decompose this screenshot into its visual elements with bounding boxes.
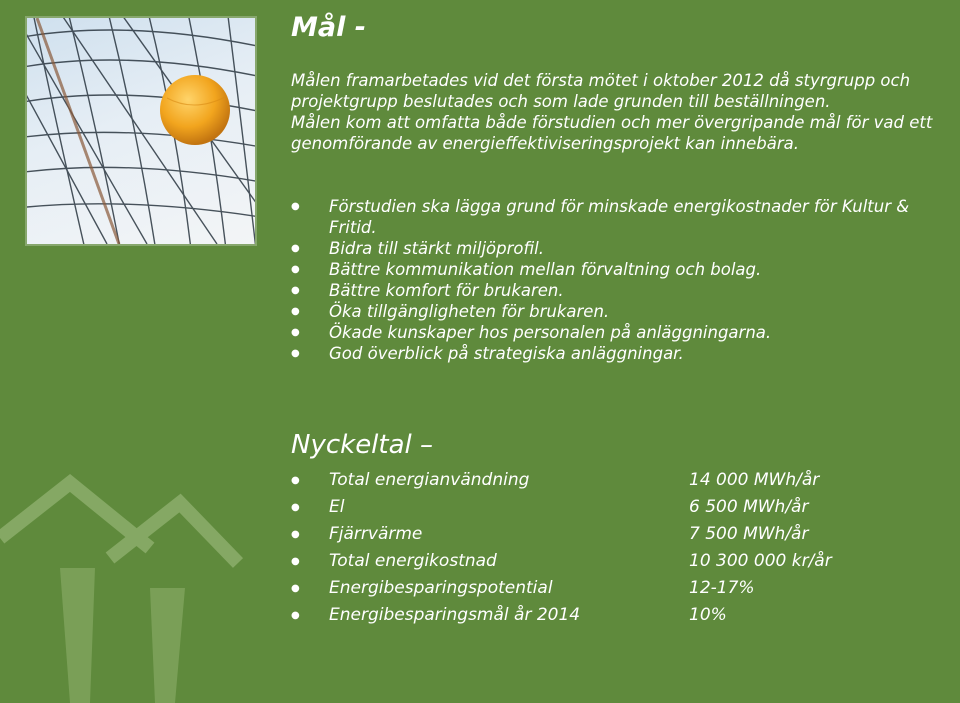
kpi-list (291, 467, 931, 629)
bullet-icon: ● (291, 610, 300, 621)
kpi-label: Fjärrvärme (329, 524, 423, 544)
list-item (291, 301, 960, 322)
ball-in-net-photo (27, 18, 255, 244)
bullet-icon: ● (291, 306, 300, 317)
intro-paragraph: Målen kom att omfatta både förstudien och mer övergripande mål för vad ett genomförande av energieffektiviseringsprojekt kan innebära. (291, 113, 933, 153)
intro-paragraph: Målen framarbetades vid det första mötet i oktober 2012 då styrgrupp och projektgrupp beslutades och som lade grunden till beställningen. (291, 71, 911, 111)
bullet-icon: ● (291, 502, 300, 513)
kpi-row (291, 494, 931, 521)
bullet-icon: ● (291, 264, 300, 275)
bullet-icon: ● (291, 556, 300, 567)
net-illustration (27, 18, 255, 244)
kpi-row (291, 521, 931, 548)
bullet-icon: ● (291, 327, 300, 338)
goal-text: Öka tillgängligheten för brukaren. (329, 302, 610, 321)
kpi-value: 12-17% (689, 578, 755, 598)
goals-list (291, 196, 960, 364)
goal-text: Bidra till stärkt miljöprofil. (329, 239, 544, 258)
bullet-icon: ● (291, 348, 300, 359)
bullet-icon: ● (291, 475, 300, 486)
goal-text: Förstudien ska lägga grund för minskade energikostnader för Kultur & Fritid. (329, 197, 910, 237)
bullet-icon: ● (291, 285, 300, 296)
bullet-icon: ● (291, 583, 300, 594)
list-item (291, 343, 960, 364)
kpi-value: 10 300 000 kr/år (689, 551, 832, 571)
goal-text: Bättre kommunikation mellan förvaltning och bolag. (329, 260, 762, 279)
bullet-icon: ● (291, 529, 300, 540)
kpi-row (291, 548, 931, 575)
page-title: Mål - (291, 12, 366, 43)
list-item (291, 322, 960, 343)
arrow-decoration-icon (0, 468, 245, 703)
kpi-row (291, 467, 931, 494)
kpi-label: Energibesparingsmål år 2014 (329, 605, 581, 625)
kpi-label: El (329, 497, 345, 517)
kpi-label: Energibesparingspotential (329, 578, 553, 598)
intro-text (291, 70, 959, 154)
kpi-label: Total energikostnad (329, 551, 497, 571)
list-item (291, 238, 960, 259)
goal-text: God överblick på strategiska anläggningar. (329, 344, 684, 363)
goal-text: Ökade kunskaper hos personalen på anläggningarna. (329, 323, 772, 342)
kpi-row (291, 575, 931, 602)
kpi-value: 10% (689, 605, 727, 625)
bullet-icon: ● (291, 243, 300, 254)
bullet-icon: ● (291, 201, 300, 212)
list-item (291, 259, 960, 280)
kpi-value: 7 500 MWh/år (689, 524, 809, 544)
kpi-label: Total energianvändning (329, 470, 530, 490)
goal-text: Bättre komfort för brukaren. (329, 281, 564, 300)
kpi-value: 14 000 MWh/år (689, 470, 820, 490)
list-item (291, 280, 960, 301)
list-item (291, 196, 960, 238)
kpi-section-title: Nyckeltal – (291, 430, 434, 460)
kpi-value: 6 500 MWh/år (689, 497, 809, 517)
kpi-row (291, 602, 931, 629)
